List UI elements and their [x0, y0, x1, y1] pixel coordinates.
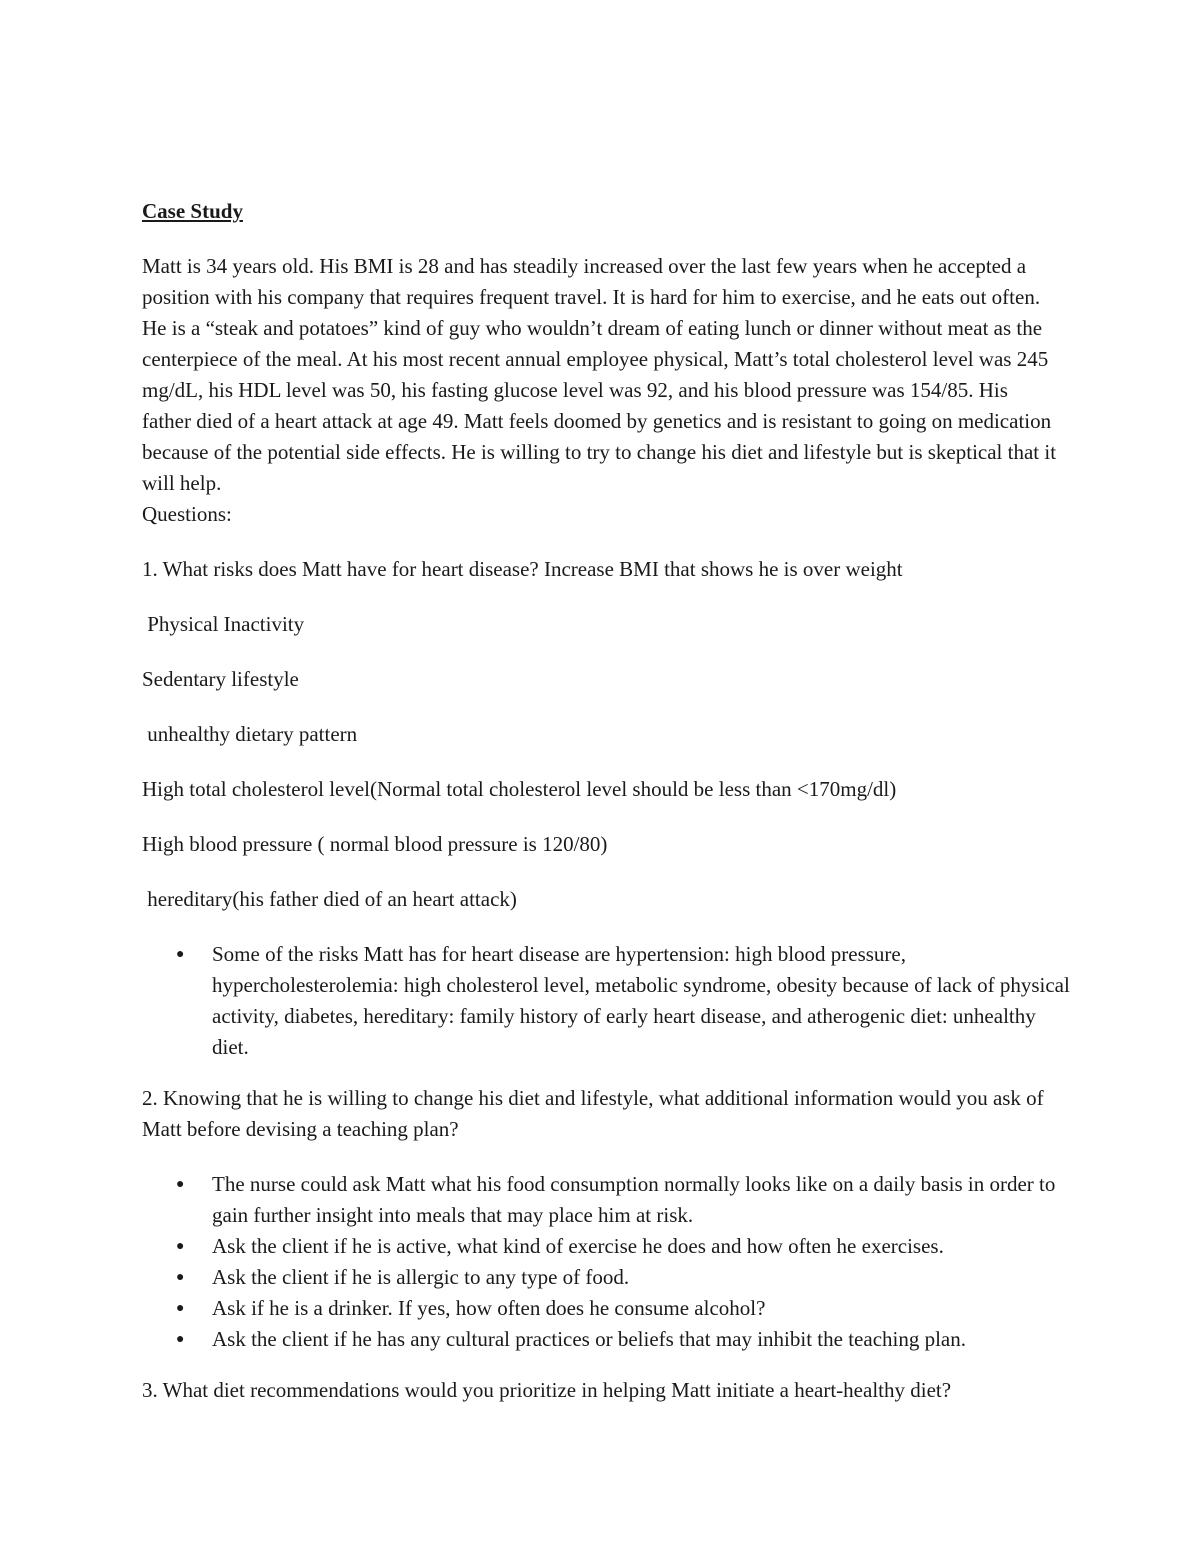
list-item-text: Ask if he is a drinker. If yes, how often does he consume alcohol? [212, 1296, 766, 1320]
list-item [142, 939, 1072, 1063]
intro-text: Matt is 34 years old. His BMI is 28 and has steadily increased over the last few years when he accepted a position with his company that requires frequent travel. It is hard for him to exercise, and he eats out often. He is a “steak and potatoes” kind of guy who wouldn’t dream of eating lunch or dinner without meat as the centerpiece of the meal. At his most recent annual employee physical, Matt’s total cholesterol level was 245 mg/dL, his HDL level was 50, his fasting glucose level was 92, and his blood pressure was 154/85. His father died of a heart attack at age 49. Matt feels doomed by genetics and is resistant to going on medication because of the potential side effects. He is willing to try to change his diet and lifestyle but is skeptical that it will help. [142, 254, 1057, 495]
risk-item: unhealthy dietary pattern [142, 722, 358, 746]
question-1: 1. What risks does Matt have for heart disease? Increase BMI that shows he is over weight [142, 557, 903, 581]
bullet-icon: ● [176, 1177, 185, 1192]
bullet-icon: ● [176, 1332, 185, 1347]
list-item-text: Some of the risks Matt has for heart disease are hypertension: high blood pressure, hypercholesterolemia: high cholesterol level, metabolic syndrome, obesity because of lack of physical activity, diabetes, hereditary: family history of early heart disease, and atherogenic diet: unhealthy diet. [212, 942, 1070, 1059]
questions-label: Questions: [142, 502, 232, 526]
list-item-text: Ask the client if he is allergic to any type of food. [212, 1265, 630, 1289]
bullet-icon: ● [176, 947, 185, 962]
question-2: 2. Knowing that he is willing to change his diet and lifestyle, what additional information would you ask of Matt before devising a teaching plan? [142, 1086, 1044, 1141]
intro-paragraph [142, 251, 1062, 530]
risk-item: Sedentary lifestyle [142, 667, 299, 691]
list-item-text: Ask the client if he is active, what kind of exercise he does and how often he exercises. [212, 1234, 944, 1258]
page-title: Case Study [142, 199, 243, 223]
list-item [142, 1262, 1072, 1293]
q2-bullet-list [142, 1169, 1072, 1355]
list-item-text: Ask the client if he has any cultural practices or beliefs that may inhibit the teaching plan. [212, 1327, 967, 1351]
list-item-text: The nurse could ask Matt what his food consumption normally looks like on a daily basis in order to gain further insight into meals that may place him at risk. [212, 1172, 1056, 1227]
bullet-icon: ● [176, 1239, 185, 1254]
list-item [142, 1169, 1072, 1231]
bullet-icon: ● [176, 1270, 185, 1285]
list-item [142, 1293, 1072, 1324]
risk-item: Physical Inactivity [142, 612, 305, 636]
risk-item: High total cholesterol level(Normal total cholesterol level should be less than <170mg/dl) [142, 777, 897, 801]
risk-item: High blood pressure ( normal blood pressure is 120/80) [142, 832, 608, 856]
list-item [142, 1324, 1072, 1355]
risk-item: hereditary(his father died of an heart attack) [142, 887, 517, 911]
document-page [142, 196, 1072, 1430]
question-3: 3. What diet recommendations would you prioritize in helping Matt initiate a heart-healthy diet? [142, 1378, 952, 1402]
bullet-icon: ● [176, 1301, 185, 1316]
q1-bullet-list [142, 939, 1072, 1063]
list-item [142, 1231, 1072, 1262]
